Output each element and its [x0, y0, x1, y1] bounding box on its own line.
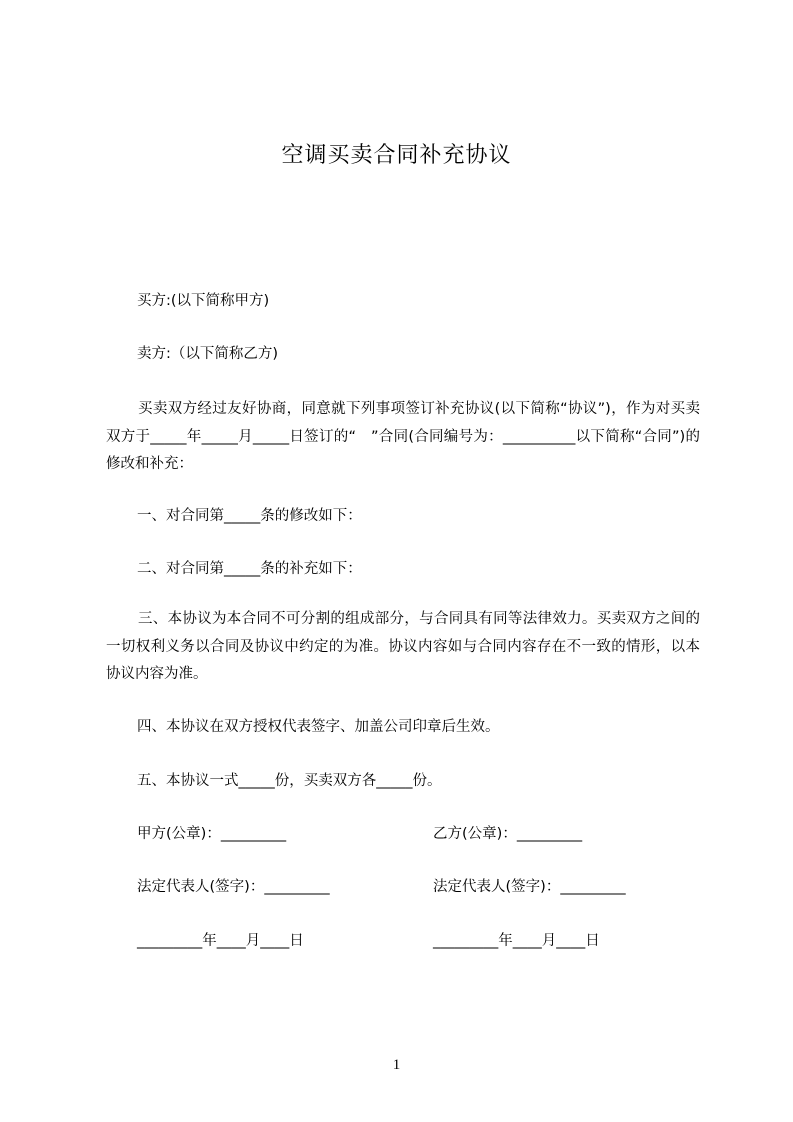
party-a-date: _________年____月____日 [137, 933, 304, 949]
buyer-line: 买方:(以下简称甲方) [137, 293, 270, 309]
page-number: 1 [392, 1057, 401, 1073]
party-a-representative: 法定代表人(签字)：_________ [137, 879, 330, 895]
party-b-date: _________年____月____日 [433, 933, 600, 949]
document-title: 空调买卖合同补充协议 [281, 143, 512, 168]
preamble-paragraph: 买卖双方经过友好协商，同意就下列事项签订补充协议(以下简称“协议”)，作为对买卖双方于_____年_____月_____日签订的“ ”合同(合同编号为：__________以下简称“合同”)的修改和补充： [106, 401, 700, 472]
party-b-seal: 乙方(公章)：_________ [433, 826, 583, 842]
clause-1: 一、对合同第_____条的修改如下： [137, 508, 362, 524]
clause-2: 二、对合同第_____条的补充如下： [137, 561, 362, 577]
clause-4: 四、本协议在双方授权代表签字、加盖公司印章后生效。 [137, 719, 500, 735]
clause-3: 三、本协议为本合同不可分割的组成部分，与合同具有同等法律效力。买卖双方之间的一切权利义务以合同及协议中约定的为准。协议内容如与合同内容存在不一致的情形，以本协议内容为准。 [106, 611, 700, 682]
party-a-seal: 甲方(公章)：_________ [137, 826, 287, 842]
clause-5: 五、本协议一式_____份，买卖双方各_____份。 [137, 773, 442, 789]
seller-line: 卖方:（以下简称乙方) [137, 346, 279, 362]
party-b-representative: 法定代表人(签字)：_________ [433, 879, 626, 895]
